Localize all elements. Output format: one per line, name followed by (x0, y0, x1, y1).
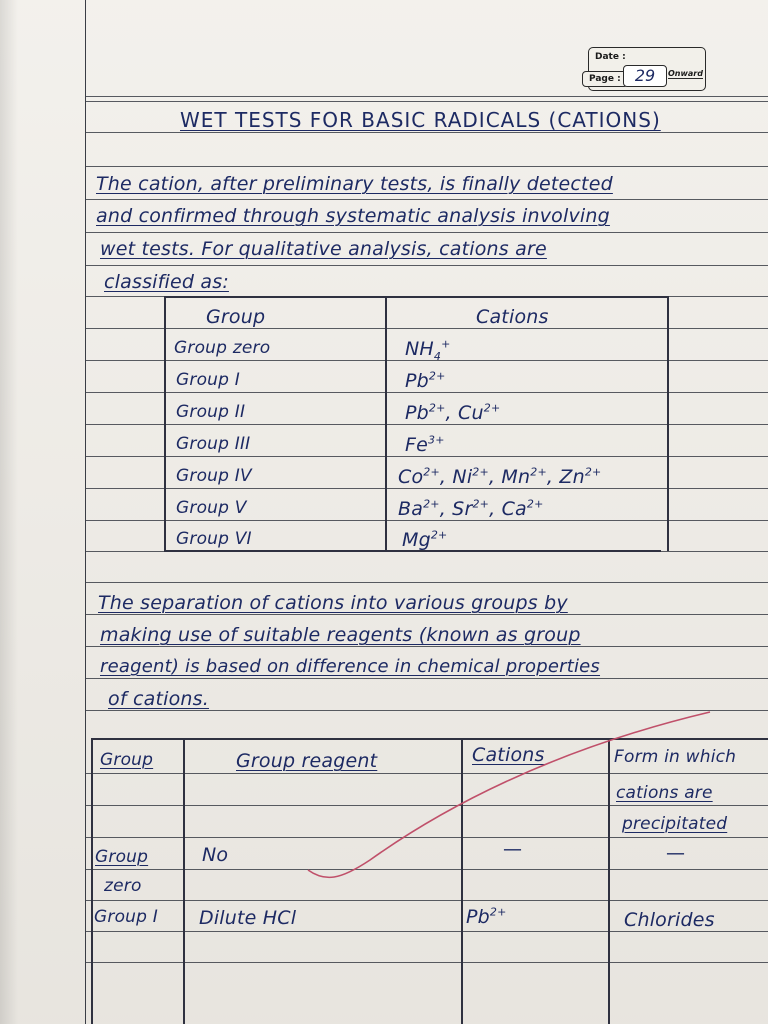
intro-line: wet tests. For qualitative analysis, cations are (100, 238, 547, 260)
intro-line: The cation, after preliminary tests, is finally detected (96, 173, 613, 195)
group-cell: zero (104, 876, 142, 896)
form-cell: — (666, 842, 686, 864)
col-header-form: cations are (616, 783, 713, 803)
reagent-cell: No (202, 844, 229, 866)
col-header-group: Group (206, 306, 266, 328)
ruled-line (85, 96, 768, 97)
reagent-cell: Dilute HCl (199, 907, 297, 929)
ruled-line (85, 582, 768, 583)
margin-line (85, 0, 86, 1024)
check-mark-icon (300, 710, 720, 890)
ruled-line (85, 392, 768, 393)
separation-line: The separation of cations into various groups by (98, 592, 568, 614)
ruled-line (85, 166, 768, 167)
separation-line: making use of suitable reagents (known as group (100, 624, 581, 646)
page-label: Page : (582, 71, 628, 87)
group-cell: Group II (176, 402, 246, 422)
ruled-line (85, 199, 768, 200)
group-cell: Group zero (174, 338, 271, 358)
ruled-line (85, 520, 768, 521)
ruled-line (85, 962, 768, 963)
separation-line: reagent) is based on difference in chemical properties (100, 656, 601, 677)
ruled-line (85, 265, 768, 266)
form-cell: Chlorides (624, 909, 715, 931)
page-title: WET TESTS FOR BASIC RADICALS (CATIONS) (180, 108, 661, 132)
intro-line: and confirmed through systematic analysis involving (96, 205, 610, 227)
date-label: Date : (595, 52, 626, 62)
col-header-form: Form in which (614, 747, 737, 767)
col-header-cations: Cations (472, 744, 545, 766)
group-cell: Group I (176, 370, 240, 390)
table-border (91, 738, 93, 1024)
group-cell: Group I (94, 907, 158, 927)
group-cell: Group III (176, 434, 251, 454)
ruled-line (85, 614, 768, 615)
col-header-cations: Cations (476, 306, 549, 328)
ruled-line (85, 232, 768, 233)
col-header-group: Group (100, 750, 154, 770)
col-header-form: precipitated (622, 814, 728, 834)
table-border (183, 738, 185, 1024)
cations-cell: — (503, 838, 523, 860)
ruled-line (85, 328, 768, 329)
group-cell: Group IV (176, 466, 252, 486)
ruled-line (85, 424, 768, 425)
ruled-line (85, 101, 768, 102)
group-cell: Group (95, 847, 149, 867)
check-mark-stroke (308, 712, 710, 877)
ruled-line (85, 931, 768, 932)
table-border (385, 296, 387, 551)
ruled-line (85, 360, 768, 361)
ruled-line (85, 456, 768, 457)
ruled-line (85, 900, 768, 901)
ruled-line (85, 678, 768, 679)
cations-cell: $NH_4^+$ (405, 337, 451, 363)
cations-cell: $Pb^{2+}$ (405, 369, 446, 392)
cations-cell: $Mg^{2+}$ (402, 528, 448, 551)
ruled-line (85, 132, 768, 133)
ruled-line (85, 488, 768, 489)
cations-cell: $Pb^{2+}$, $Cu^{2+}$ (405, 401, 501, 424)
cations-cell: $Pb^{2+}$ (466, 905, 507, 928)
table-border (164, 296, 166, 551)
date-page-box (588, 47, 706, 91)
cations-cell: $Co^{2+}$, $Ni^{2+}$, $Mn^{2+}$, $Zn^{2+}$ (398, 465, 602, 488)
notebook-brand: Onward (668, 69, 703, 78)
page-number: 29 (623, 65, 667, 87)
cations-cell: $Ba^{2+}$, $Sr^{2+}$, $Ca^{2+}$ (398, 497, 544, 520)
separation-line: of cations. (108, 688, 209, 710)
group-cell: Group VI (176, 529, 252, 549)
ruled-line (85, 646, 768, 647)
table-border (667, 296, 669, 551)
intro-line: classified as: (104, 271, 229, 293)
table-border (164, 296, 669, 298)
cations-cell: $Fe^{3+}$ (405, 433, 445, 456)
group-cell: Group V (176, 498, 247, 518)
col-header-reagent: Group reagent (236, 750, 378, 772)
